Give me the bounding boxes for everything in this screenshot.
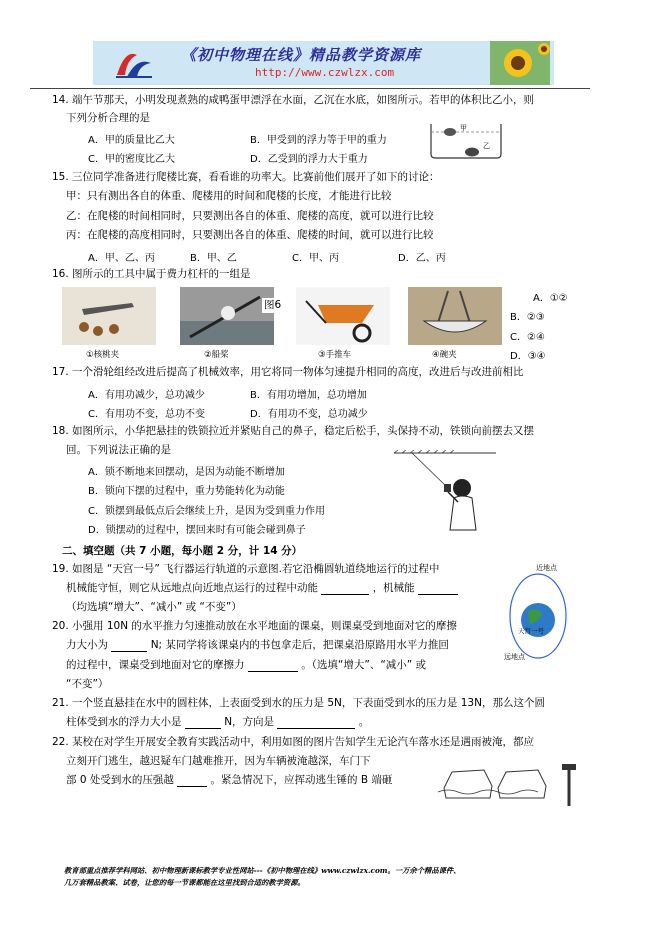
- q18-option-c[interactable]: C．锁摆到最低点后会继续上升，是因为受到重力作用: [88, 506, 325, 517]
- q18-stem: 18. 如图所示，小华把悬挂的铁锁拉近并紧贴自己的鼻子，稳定后松手，头保持不动，铁锁向前摆去又摆: [52, 425, 535, 437]
- q20-line2: [66, 639, 449, 652]
- q15-jia: 甲：只有测出各自的体重、爬楼用的时间和爬楼的长度，才能进行比较: [66, 190, 392, 202]
- section-2-heading: 二、填空题（共 7 小题，每小题 2 分，计 14 分）: [62, 545, 303, 557]
- q17-option-c[interactable]: C．有用功不变，总功不变: [88, 409, 205, 420]
- q21-text-c: 。: [358, 716, 370, 728]
- q20-text-b: N; 某同学将该课桌内的书包拿走后，把课桌沿原路用水平力推回: [150, 639, 449, 651]
- q21-text-a: 柱体受到水的浮力大小是: [66, 716, 182, 728]
- fig-near-point: 近地点: [536, 564, 557, 572]
- q14-option-d[interactable]: D．乙受到的浮力大于重力: [250, 154, 368, 165]
- q16-option-d[interactable]: D．③④: [510, 351, 546, 362]
- q21-text-b: N，方向是: [224, 716, 275, 728]
- q18-option-a[interactable]: A．锁不断地来回摆动，是因为动能不断增加: [88, 467, 285, 478]
- q14-stem: 14. 端午节那天，小明发现煮熟的咸鸭蛋甲漂浮在水面，乙沉在水底，如图所示。若甲的体积比乙小，则: [52, 94, 535, 106]
- q20-line3: [66, 659, 426, 672]
- q19-text-a: 机械能守恒，则它从远地点向近地点运行的过程中动能: [66, 582, 318, 594]
- q22-text-a: 部 0 处受到水的压强越: [66, 774, 174, 786]
- q19-line1: 19. 如图是 “天宫一号” 飞行器运行轨道的示意图.若它沿椭圆轨道绕地运行的过程中: [52, 563, 440, 575]
- q19-blank-kinetic[interactable]: [321, 583, 369, 595]
- q19-line2: [66, 582, 458, 595]
- header-rule: [30, 88, 590, 89]
- q22-text-b: 。紧急情况下，应挥动逃生锤的 B 端砸: [210, 774, 393, 786]
- header-banner: [93, 41, 554, 85]
- egg-beaker-figure: [428, 120, 504, 160]
- fig-far-point: 远地点: [504, 653, 525, 661]
- q17-option-d[interactable]: D．有用功不变，总功减少: [250, 409, 368, 420]
- nutcracker-image: [62, 287, 156, 345]
- q15-yi: 乙：在爬楼的时间相同时，只要测出各自的体重、爬楼的高度，就可以进行比较: [66, 210, 434, 222]
- q22-blank-pressure[interactable]: [177, 775, 207, 787]
- q20-blank-change[interactable]: [248, 660, 298, 672]
- q21-line1: 21. 一个竖直悬挂在水中的圆柱体，上表面受到水的压力是 5N，下表面受到水的压力是 13N，那么这个圆: [52, 697, 545, 709]
- q22-line1: 22. 某校在对学生开展安全教育实践活动中，利用如图的图片告知学生无论汽车落水还是遇雨被淹，都应: [52, 736, 535, 748]
- sunflower-icon: [490, 41, 550, 85]
- bowl-tongs-image: [408, 287, 502, 345]
- q17-option-b[interactable]: B．有用功增加，总功增加: [250, 390, 367, 401]
- header-title: 《初中物理在线》精品教学资源库: [181, 46, 422, 64]
- q14-option-a[interactable]: A．甲的质量比乙大: [88, 135, 175, 146]
- q20-line1: 20. 小强用 10N 的水平推力匀速推动放在水平地面的课桌，则课桌受到地面对它的摩擦: [52, 620, 457, 632]
- q21-blank-direction[interactable]: [277, 717, 355, 729]
- q16-caption-1: ①核桃夹: [86, 350, 120, 360]
- q14-option-c[interactable]: C．甲的密度比乙大: [88, 154, 175, 165]
- q19-line3: （均选填“增大”、“减小” 或 “不变”）: [66, 601, 242, 613]
- q20-text-a: 力大小为: [66, 639, 108, 651]
- q18-stem2: 回。下列说法正确的是: [66, 444, 171, 456]
- q20-line4: “不变”）: [66, 678, 109, 690]
- orbit-figure: [498, 560, 578, 665]
- fig-label-yi: 乙: [483, 142, 490, 150]
- q22-line3: [66, 774, 392, 787]
- q17-option-a[interactable]: A．有用功减少，总功减少: [88, 390, 205, 401]
- q19-blank-mechanical[interactable]: [418, 583, 458, 595]
- q16-option-a[interactable]: A．①②: [533, 293, 568, 304]
- q20-text-c: 的过程中，课桌受到地面对它的摩擦力: [66, 659, 245, 671]
- q19-text-b: ，机械能: [372, 582, 415, 594]
- q14-option-b[interactable]: B．甲受到的浮力等于甲的重力: [250, 135, 387, 146]
- fig-label-jia: 甲: [460, 124, 467, 132]
- q18-option-b[interactable]: B．锁向下摆的过程中，重力势能转化为动能: [88, 486, 285, 497]
- q14-stem2: 下列分析合理的是: [66, 112, 150, 124]
- q15-option-c[interactable]: C．甲、丙: [292, 253, 339, 264]
- footer-line2: 几万套精品教案、试卷，让您的每一节课都能在这里找到合适的教学资源。: [64, 878, 305, 887]
- paddle-image: [180, 287, 274, 345]
- q17-stem: 17. 一个滑轮组经改进后提高了机械效率，用它将同一物体匀速提升相同的高度，改进后与改进前相比: [52, 366, 524, 378]
- q22-line2: 立刻开门逃生，越迟疑车门越难推开，因为车辆被淹越深，车门下: [66, 755, 371, 767]
- header-url[interactable]: http://www.czwlzx.com: [255, 66, 395, 79]
- q15-option-b[interactable]: B．甲、乙: [190, 253, 237, 264]
- q20-blank-friction[interactable]: [111, 640, 147, 652]
- fig-tiangong: 天宫一号: [518, 627, 544, 635]
- footer-line1: 教育部重点推荐学科网站、初中物理新课标教学专业性网站---《初中物理在线》www.czwlzx.com。一万余个精品课件、: [64, 866, 461, 875]
- q16-option-c[interactable]: C．②④: [510, 332, 545, 343]
- q16-fig-label: 图6: [264, 299, 282, 311]
- q21-blank-buoyancy[interactable]: [185, 717, 221, 729]
- q16-caption-3: ③手推车: [318, 350, 352, 360]
- logo-icon: [113, 45, 155, 81]
- q15-option-d[interactable]: D．乙、丙: [398, 253, 446, 264]
- q16-option-b[interactable]: B．②③: [510, 312, 545, 323]
- q18-option-d[interactable]: D．锁摆动的过程中，摆回来时有可能会碰到鼻子: [88, 525, 306, 536]
- q16-caption-2: ②船桨: [204, 350, 229, 360]
- q16-caption-4: ④碗夹: [432, 350, 457, 360]
- q21-line2: [66, 716, 369, 729]
- wheelbarrow-image: [296, 287, 390, 345]
- pendulum-lock-figure: [392, 450, 498, 532]
- q15-bing: 丙：在爬楼的高度相同时，只要测出各自的体重、爬楼的时间，就可以进行比较: [66, 229, 434, 241]
- q16-stem: 16. 图所示的工具中属于费力杠杆的一组是: [52, 268, 251, 280]
- q15-stem: 15. 三位同学准备进行爬楼比赛，看看谁的功率大。比赛前他们展开了如下的讨论：: [52, 171, 440, 183]
- q15-option-a[interactable]: A．甲、乙、丙: [88, 253, 155, 264]
- q20-text-d: 。（选填“增大”、“减小” 或: [301, 659, 427, 671]
- car-in-water-figure: [434, 758, 582, 810]
